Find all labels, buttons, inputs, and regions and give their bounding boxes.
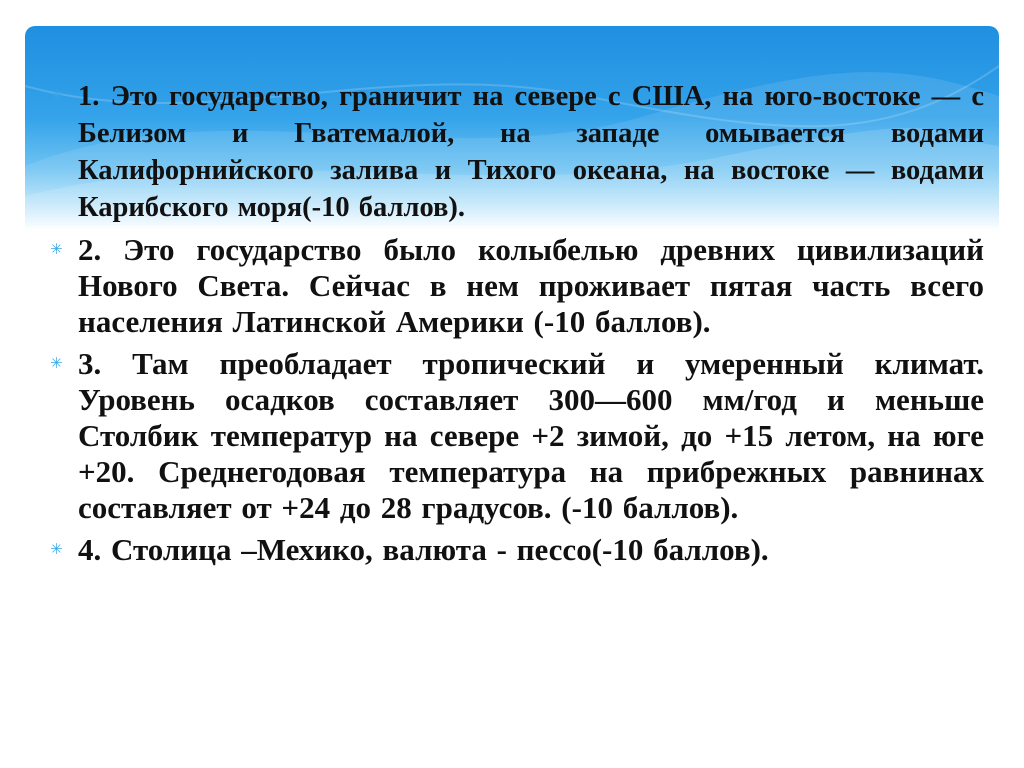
list-item	[50, 78, 984, 226]
asterisk-bullet-icon: ✳	[50, 240, 63, 258]
list-item-text: 2. Это государство было колыбелью древних цивилизаций Нового Света. Сейчас в нем проживает пятая часть всего населения Латинской Америки (-10 баллов).	[78, 232, 984, 339]
list-item-text: 4. Столица –Мехико, валюта - пессо(-10 баллов).	[78, 532, 769, 567]
asterisk-bullet-icon: ✳	[50, 86, 63, 104]
list-item-text: 1. Это государство, граничит на севере с США, на юго-востоке — с Белизом и Гватемалой, на западе омывается водами Калифорнийского залива и Тихого океана, на востоке — водами Карибского моря(-10 баллов).	[78, 81, 984, 223]
list-item-text: 3. Там преобладает тропический и умеренный климат. Уровень осадков составляет 300—600 мм/год и меньше Столбик температур на севере +2 зимой, до +15 летом, на юге +20. Среднегодовая температура на прибрежных равнинах составляет от +24 до 28 градусов. (-10 баллов).	[78, 346, 984, 525]
list-item	[50, 346, 984, 526]
list-item	[50, 232, 984, 340]
asterisk-bullet-icon: ✳	[50, 540, 63, 558]
bullet-list	[50, 78, 984, 574]
asterisk-bullet-icon: ✳	[50, 354, 63, 372]
list-item	[50, 532, 984, 568]
